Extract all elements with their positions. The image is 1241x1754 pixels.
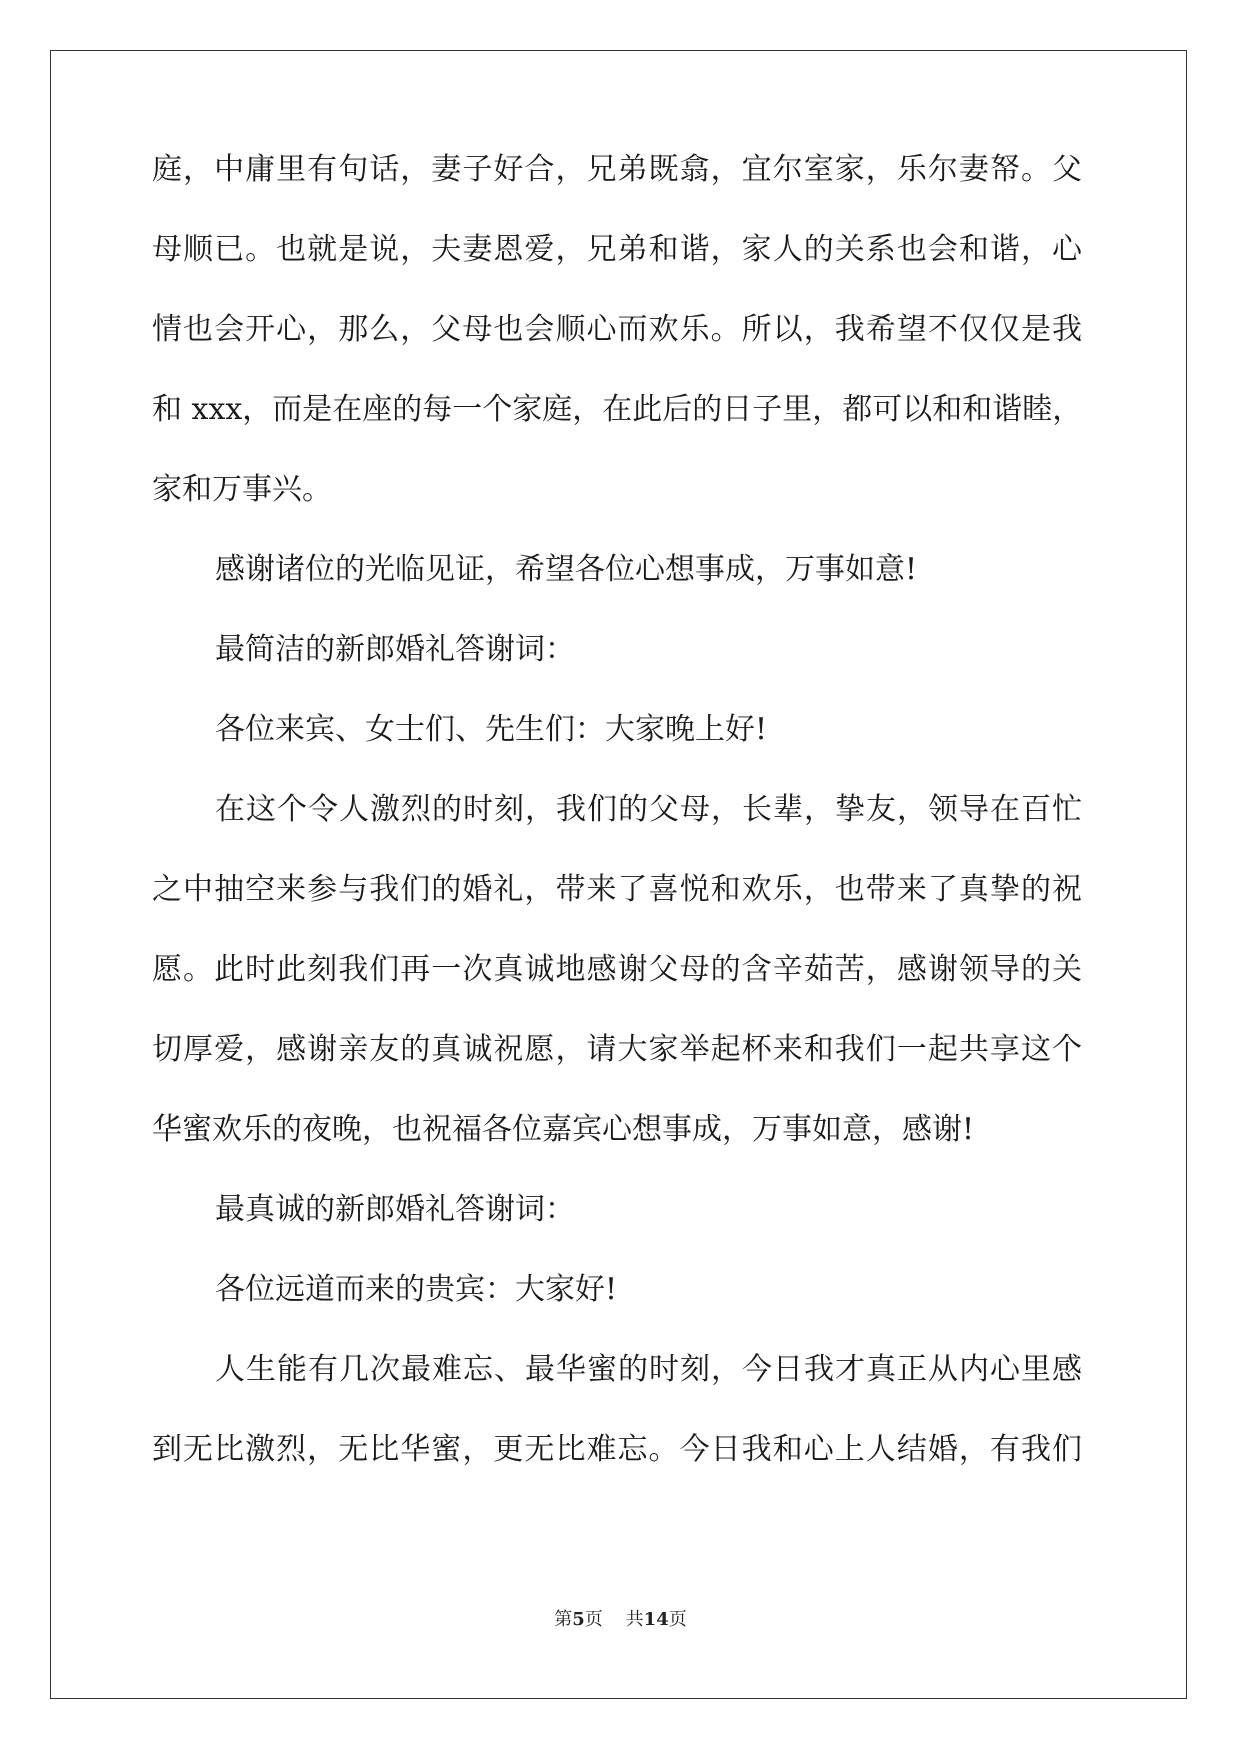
total-suffix: 页 xyxy=(668,1609,687,1630)
body-line-5: 家和万事兴。 xyxy=(152,472,332,507)
body-line-11: 愿。此时此刻我们再一次真诚地感谢父母的含辛茹苦，感谢领导的关 xyxy=(152,952,1082,987)
total-pages: 14 xyxy=(643,1609,669,1630)
body-line-10: 之中抽空来参与我们的婚礼，带来了喜悦和欢乐，也带来了真挚的祝 xyxy=(152,872,1082,907)
page-suffix: 页 xyxy=(584,1609,603,1630)
total-prefix: 共 xyxy=(625,1609,644,1630)
body-line-6: 感谢诸位的光临见证，希望各位心想事成，万事如意! xyxy=(215,552,918,587)
body-line-13: 华蜜欢乐的夜晚，也祝福各位嘉宾心想事成，万事如意，感谢! xyxy=(152,1112,975,1147)
section-heading-2: 最真诚的新郎婚礼答谢词： xyxy=(215,1192,575,1227)
body-line-8: 各位来宾、女士们、先生们：大家晚上好! xyxy=(215,712,768,747)
body-line-4: 和 xxx，而是在座的每一个家庭，在此后的日子里，都可以和和谐睦， xyxy=(152,392,1083,427)
body-line-3: 情也会开心，那么，父母也会顺心而欢乐。所以，我希望不仅仅是我 xyxy=(152,312,1082,347)
body-line-1: 庭，中庸里有句话，妻子好合，兄弟既翕，宜尔室家，乐尔妻帑。父 xyxy=(152,152,1082,187)
body-line-15: 各位远道而来的贵宾：大家好! xyxy=(215,1272,618,1307)
page-number: 5 xyxy=(572,1609,585,1630)
body-line-9: 在这个令人激烈的时刻，我们的父母，长辈，挚友，领导在百忙 xyxy=(215,792,1082,827)
body-line-16: 人生能有几次最难忘、最华蜜的时刻，今日我才真正从内心里感 xyxy=(215,1352,1082,1387)
section-heading-1: 最简洁的新郎婚礼答谢词： xyxy=(215,632,575,667)
body-line-12: 切厚爱，感谢亲友的真诚祝愿，请大家举起杯来和我们一起共享这个 xyxy=(152,1032,1082,1067)
body-line-17: 到无比激烈，无比华蜜，更无比难忘。今日我和心上人结婚，有我们 xyxy=(152,1432,1082,1467)
page-prefix: 第 xyxy=(554,1609,573,1630)
body-line-2: 母顺已。也就是说，夫妻恩爱，兄弟和谐，家人的关系也会和谐，心 xyxy=(152,232,1082,267)
page-footer xyxy=(0,1608,1241,1632)
